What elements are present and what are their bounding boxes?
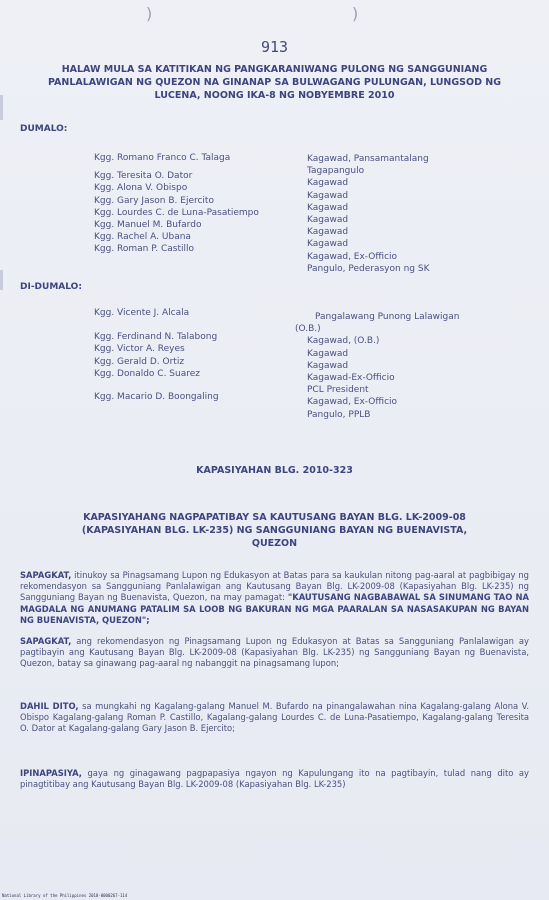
absentee-positions [295,311,495,421]
absentee-name: Kgg. Vicente J. Alcala [94,308,190,318]
header-line: LUCENA, NOONG IKA-8 NG NOBYEMBRE 2010 [154,90,395,101]
paragraph-text: ang rekomendasyon ng Pinagsamang Lupon ng Edukasyon at Batas sa Sangguniang Panlalawigan ay pagtibayin ang Kautusang Bayan Blg. LK-2009-08 (Kapasiyahan Blg. LK-235) ng Sangguniang Bayan ng Buenavista, Quezon, batay sa ginawang pag-aaral ng nabanggit na pinagsamang lupon; [20,636,529,669]
absentee-name: Kgg. Donaldo C. Suarez [94,368,200,379]
attendee-position: Pangulo, Pederasyon ng SK [307,263,430,274]
absentee-position: Pangulo, PPLB [307,409,371,420]
attendee-name: Kgg. Gary Jason B. Ejercito [94,195,214,206]
absentee-name: Kgg. Ferdinand N. Talabong [94,332,218,343]
header-line: PANLALAWIGAN NG QUEZON NA GINANAP SA BULWAGANG PULUNGAN, LUNGSOD NG [47,77,502,88]
paragraph-lead: SAPAGKAT, [20,570,72,580]
attendee-positions [307,153,507,275]
attendee-name: Kgg. Teresita O. Dator [94,171,193,182]
attendee-name: Kgg. Manuel M. Bufardo [94,219,202,230]
absentee-name: Kgg. Gerald D. Ortiz [94,356,185,367]
attendee-position: Tagapangulo [307,166,365,177]
scan-identifier: National Library of the Philippines 2018-0000267-114 [2,893,128,898]
paragraph-text: itinukoy sa Pinagsamang Lupon ng Edukasyon at Batas para sa kaukulan nitong pag-aaral at pagbibigay ng rekomendasyon sa Sangguniang Panlalawigan ang Kautusang Bayan Blg. LK-2009-08 (Kapasiyahan Blg. LK-235) ng Sangguniang Bayan ng Buenavista, Quezon, na may pamagat: [20,570,529,603]
attendee-position: Kagawad [307,202,349,213]
absentee-position: PCL President [307,385,369,396]
ordinance-title: "KAUTUSANG NAGBABAWAL SA SINUMANG TAO NA MAGDALA NG ANUMANG PATALIM SA LOOB NG BAKURAN NG MGA PAARALAN SA NASASAKUPAN NG BAYAN NG BUENAVISTA, QUEZON"; [20,592,529,625]
absentee-name: Kgg. Macario D. Boongaling [94,391,219,402]
attendee-position: Kagawad [307,178,349,189]
punch-hole-icon: ) [146,4,153,23]
paragraph-text: sa mungkahi ng Kagalang-galang Manuel M. Bufardo na pinangalawahan nina Kagalang-galang Alona V. Obispo Kagalang-galang Roman P. Castillo, Kagalang-galang Lourdes C. de Luna-Pasatiempo, Kagalang-galang Teresita O. Dator at Kagalang-galang Gary Jason B. Ejercito; [20,701,529,734]
attendee-name: Kgg. Romano Franco C. Talaga [94,153,231,163]
absentee-position: Kagawad, (O.B.) [307,336,380,347]
absentee-position: Kagawad, Ex-Officio [307,397,398,408]
attendee-position: Kagawad [307,227,349,238]
header-line: HALAW MULA SA KATITIKAN NG PANGKARANIWANG PULONG NG SANGGUNIANG [61,64,488,75]
absentee-position: (O.B.) [295,324,321,335]
whereas-paragraph [20,636,529,670]
therefore-paragraph [20,701,529,735]
attendee-name: Kgg. Alona V. Obispo [94,183,188,194]
binder-mark [0,270,3,290]
resolution-title [40,511,509,550]
attendee-position: Kagawad [307,239,349,250]
resolved-paragraph [20,768,529,790]
absentees-label: DI-DUMALO: [20,282,82,292]
attendee-position: Kagawad, Pansamantalang [307,154,429,164]
binder-mark [0,95,3,120]
absentee-position: Pangalawang Punong Lalawigan [315,312,460,322]
paragraph-lead: IPINAPASIYA, [20,768,82,778]
absentee-position: Kagawad [307,348,349,359]
attendee-name: Kgg. Rachel A. Ubana [94,232,191,243]
attendee-name: Kgg. Roman P. Castillo [94,244,195,255]
resolution-title-line: KAPASIYAHANG NAGPAPATIBAY SA KAUTUSANG BAYAN BLG. LK-2009-08 [83,512,466,523]
attendee-position: Kagawad [307,190,349,201]
attendee-names [94,152,294,256]
whereas-paragraph [20,570,529,626]
resolution-title-line: (KAPASIYAHAN BLG. LK-235) NG SANGGUNIANG BAYAN NG BUENAVISTA, [81,525,468,536]
absentee-position: Kagawad-Ex-Officio [307,372,395,383]
paragraph-lead: SAPAGKAT, [20,636,72,646]
attendee-position: Kagawad [307,214,349,225]
punch-hole-icon: ) [352,4,359,23]
absentee-name: Kgg. Victor A. Reyes [94,344,185,355]
resolution-title-line: QUEZON [251,538,298,549]
page-number: 913 [260,38,289,56]
absentee-position: Kagawad [307,360,349,371]
absentee-names [94,307,294,403]
attendees-label: DUMALO: [20,124,68,134]
attendee-name: Kgg. Lourdes C. de Luna-Pasatiempo [94,207,259,218]
paragraph-lead: DAHIL DITO, [20,701,79,711]
document-header [20,63,529,102]
resolution-number: KAPASIYAHAN BLG. 2010-323 [196,465,353,476]
paragraph-text: gaya ng ginagawang pagpapasiya ngayon ng Kapulungang ito na pagtibayin, tulad nang dito ay pinagtitibay ang Kautusang Bayan Blg. LK-2009-08 (Kapasiyahan Blg. LK-235) [20,768,529,790]
attendee-position: Kagawad, Ex-Officio [307,251,398,262]
